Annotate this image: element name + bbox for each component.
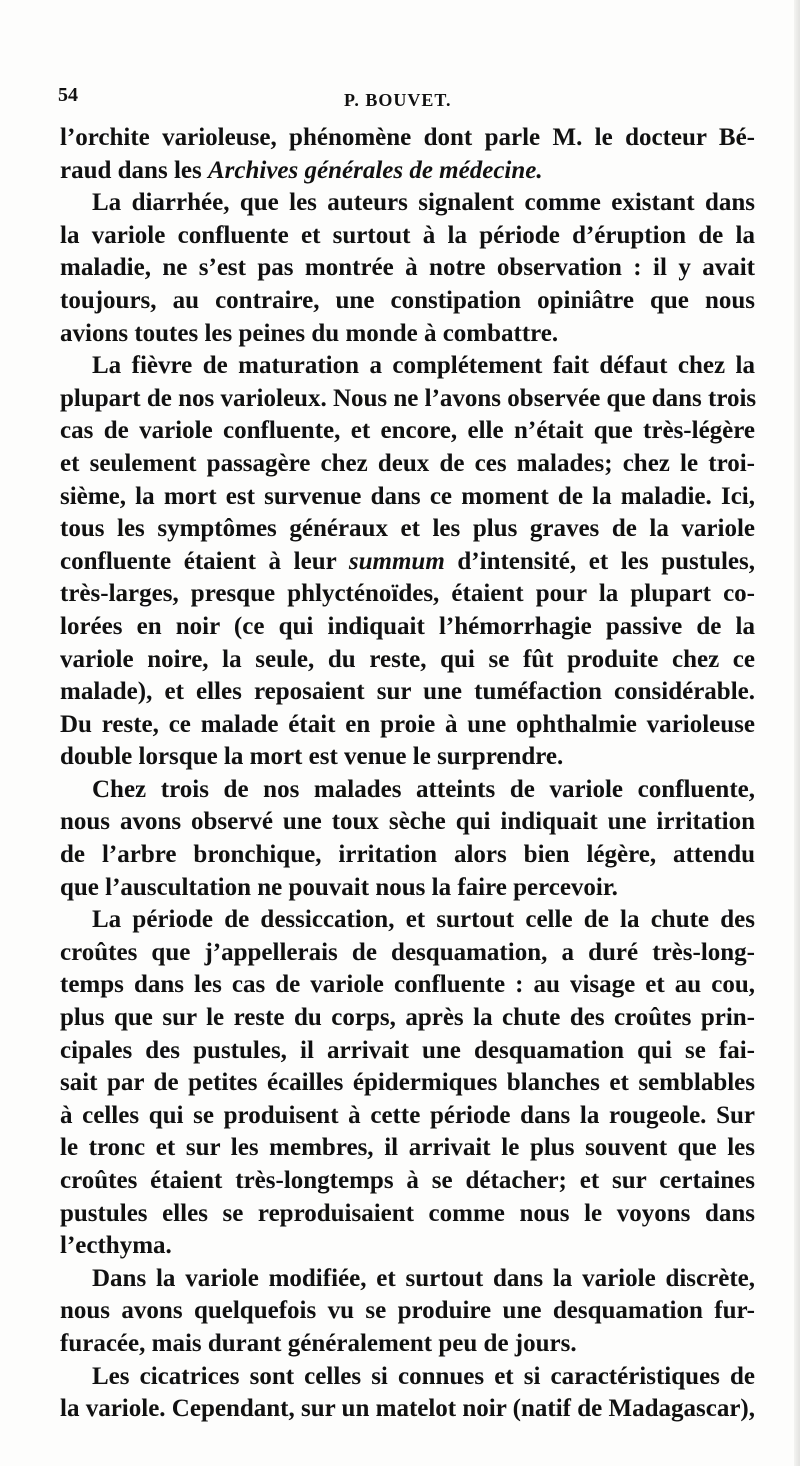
text-run: d’intensité, et les pustules, <box>444 547 755 575</box>
text-run: et seulement passagère chez deux de ces malades; chez le troi- <box>60 449 755 477</box>
text-run: de l’arbre bronchique, irritation alors bien légère, attendu <box>60 841 755 869</box>
text-run: la variole confluente et surtout à la période d’éruption de la <box>60 221 755 249</box>
text-line <box>60 546 755 579</box>
text-run: l’ecthyma. <box>60 1232 172 1260</box>
text-line <box>60 872 755 905</box>
text-run: cas de variole confluente, et encore, elle n’était que très-légère <box>60 417 755 445</box>
text-run: pustules elles se reproduisaient comme nous le voyons dans <box>60 1199 755 1227</box>
text-line <box>60 1165 755 1198</box>
text-line <box>60 383 755 416</box>
text-line <box>60 1132 755 1165</box>
text-line <box>60 252 755 285</box>
text-run: toujours, au contraire, une constipation opiniâtre que nous <box>60 286 755 314</box>
text-line <box>60 839 755 872</box>
text-line <box>60 1067 755 1100</box>
text-line <box>60 578 755 611</box>
text-line <box>60 644 755 677</box>
text-run: Chez trois de nos malades atteints de variole confluente, <box>92 775 755 803</box>
page-number: 54 <box>58 84 78 106</box>
text-run: Les cicatrices sont celles si connues et si caractéristiques de <box>92 1362 755 1390</box>
text-run: nous avons quelquefois vu se produire une desquamation fur- <box>60 1297 755 1325</box>
text-run: croûtes étaient très-longtemps à se détacher; et sur certaines <box>60 1167 755 1194</box>
body-text <box>60 122 755 1426</box>
text-line <box>60 741 755 774</box>
text-line <box>60 1328 755 1361</box>
text-run: croûtes que j’appellerais de desquamation, a duré très-long- <box>60 938 755 966</box>
text-line <box>60 481 755 514</box>
text-run: sait par de petites écailles épidermiques blanches et semblables <box>60 1069 755 1097</box>
text-line <box>60 1100 755 1133</box>
text-run: avions toutes les peines du monde à combattre. <box>60 319 559 347</box>
text-line <box>60 774 755 807</box>
text-line <box>60 1230 755 1263</box>
text-run: l’orchite varioleuse, phénomène dont parle M. le docteur Bé- <box>60 124 755 151</box>
text-line <box>60 611 755 644</box>
page-header <box>58 80 758 116</box>
text-run: à celles qui se produisent à cette période dans la rougeole. Sur <box>60 1101 755 1129</box>
page-edge-shadow <box>794 0 800 1466</box>
text-run: cipales des pustules, il arrivait une desquamation qui se fai- <box>60 1036 755 1064</box>
text-run: maladie, ne s’est pas montrée à notre observation : il y avait <box>60 254 755 282</box>
text-run: La période de dessiccation, et surtout celle de la chute des <box>92 906 755 934</box>
text-run: très-larges, presque phlycténoïdes, étaient pour la plupart co- <box>60 580 755 608</box>
text-run: plupart de nos varioleux. Nous ne l’avons observée que dans trois <box>60 384 757 412</box>
text-line <box>60 806 755 839</box>
text-line <box>60 969 755 1002</box>
text-line <box>60 1295 755 1328</box>
italic-run: Archives générales de médecine. <box>207 156 543 184</box>
text-line <box>60 1263 755 1296</box>
text-run: La fièvre de maturation a complétement fait défaut chez la <box>92 352 755 380</box>
text-line <box>60 676 755 709</box>
text-line <box>60 937 755 970</box>
text-line <box>60 285 755 318</box>
text-line <box>60 187 755 220</box>
text-run: double lorsque la mort est venue le surprendre. <box>60 743 564 771</box>
text-run: raud dans les <box>60 156 208 184</box>
text-line <box>60 513 755 546</box>
text-line <box>60 709 755 742</box>
text-run: furacée, mais durant généralement peu de jours. <box>60 1329 577 1357</box>
text-run: que l’auscultation ne pouvait nous la faire percevoir. <box>60 873 618 901</box>
text-run: le tronc et sur les membres, il arrivait le plus souvent que les <box>60 1134 755 1162</box>
italic-run: summum <box>348 547 445 575</box>
text-run: tous les symptômes généraux et les plus graves de la variole <box>60 515 755 543</box>
text-run: temps dans les cas de variole confluente : au visage et au cou, <box>60 971 755 999</box>
text-run: malade), et elles reposaient sur une tuméfaction considérable. <box>60 678 755 706</box>
text-run: la variole. Cependant, sur un matelot noir (natif de Madagascar), <box>60 1395 755 1423</box>
running-head: P. BOUVET. <box>344 90 452 110</box>
text-line <box>60 122 755 155</box>
text-line <box>60 155 755 188</box>
text-line <box>60 904 755 937</box>
text-run: nous avons observé une toux sèche qui indiquait une irritation <box>60 808 755 836</box>
text-run: sième, la mort est survenue dans ce moment de la maladie. Ici, <box>60 482 755 510</box>
text-line <box>60 220 755 253</box>
text-run: lorées en noir (ce qui indiquait l’hémorrhagie passive de la <box>60 612 755 640</box>
text-line <box>60 1393 755 1426</box>
text-run: Dans la variole modifiée, et surtout dans la variole discrète, <box>92 1264 755 1292</box>
text-line <box>60 350 755 383</box>
text-line <box>60 1035 755 1068</box>
text-run: confluente étaient à leur <box>60 547 349 575</box>
text-line <box>60 448 755 481</box>
text-run: La diarrhée, que les auteurs signalent comme existant dans <box>92 189 755 217</box>
text-line <box>60 318 755 351</box>
text-run: Du reste, ce malade était en proie à une ophthalmie varioleuse <box>60 710 755 738</box>
text-line <box>60 1198 755 1231</box>
text-line <box>60 1002 755 1035</box>
text-line <box>60 1361 755 1394</box>
text-line <box>60 415 755 448</box>
text-run: plus que sur le reste du corps, après la chute des croûtes prin- <box>60 1004 755 1032</box>
text-run: variole noire, la seule, du reste, qui se fût produite chez ce <box>60 645 755 673</box>
